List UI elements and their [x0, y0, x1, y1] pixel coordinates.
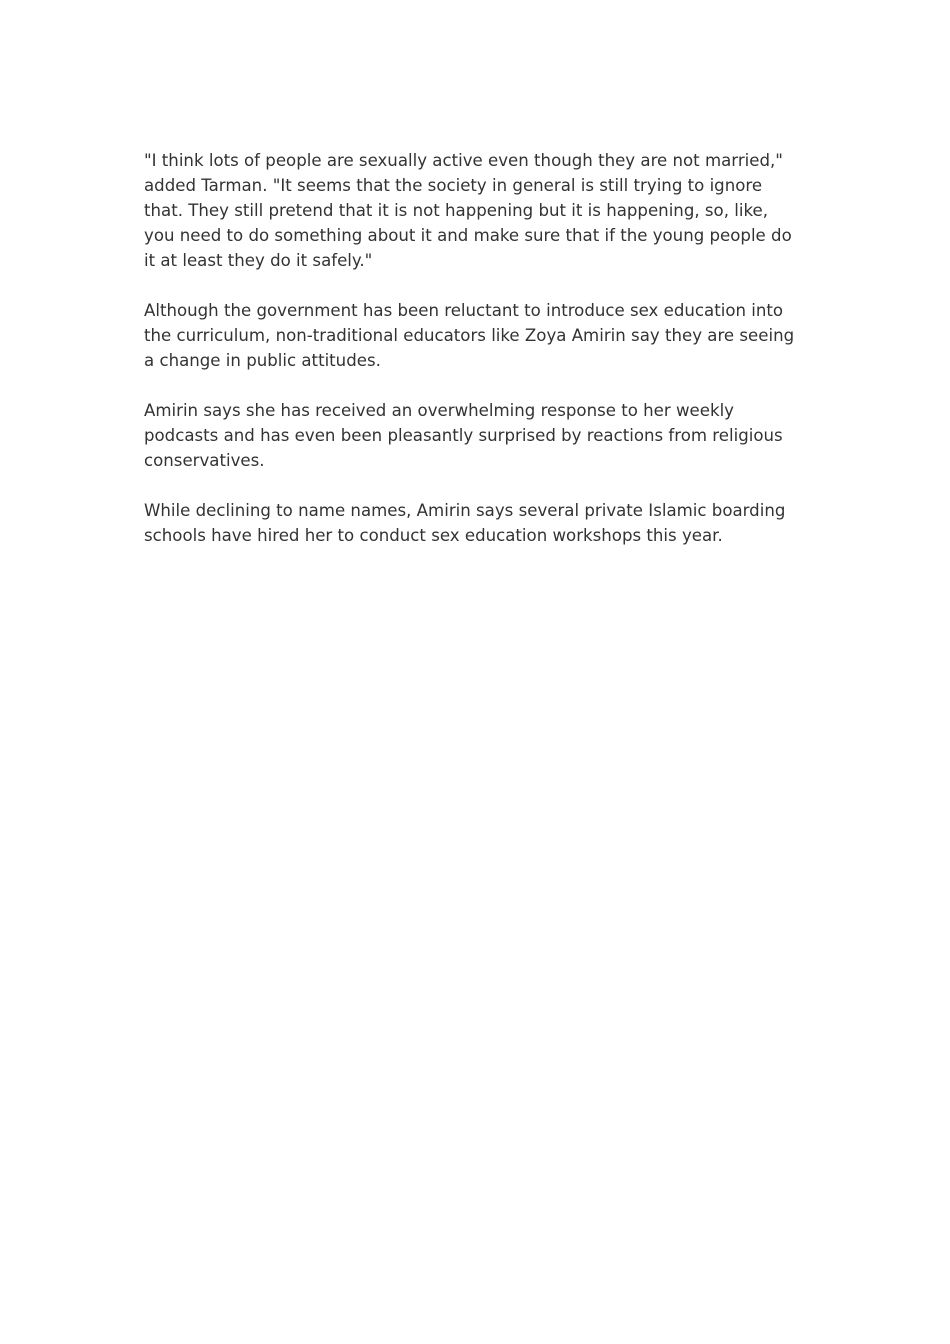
text-line: the curriculum, non-traditional educators like Zoya Amirin say they are seeing [144, 326, 795, 345]
paragraph-boarding-schools [144, 498, 808, 548]
text-line: "I think lots of people are sexually active even though they are not married," [144, 151, 783, 170]
text-line: schools have hired her to conduct sex education workshops this year. [144, 526, 723, 545]
text-line: a change in public attitudes. [144, 351, 381, 370]
article-body [144, 148, 808, 573]
text-line: added Tarman. "It seems that the society in general is still trying to ignore [144, 176, 763, 195]
text-line: podcasts and has even been pleasantly surprised by reactions from religious [144, 426, 783, 445]
text-line: it at least they do it safely." [144, 251, 373, 270]
text-line: Although the government has been reluctant to introduce sex education into [144, 301, 784, 320]
text-line: you need to do something about it and make sure that if the young people do [144, 226, 792, 245]
text-line: conservatives. [144, 451, 265, 470]
paragraph-amirin-podcasts [144, 398, 808, 473]
text-line: that. They still pretend that it is not happening but it is happening, so, like, [144, 201, 768, 220]
text-line: Amirin says she has received an overwhelming response to her weekly [144, 401, 735, 420]
text-line: While declining to name names, Amirin says several private Islamic boarding [144, 501, 786, 520]
paragraph-government [144, 298, 808, 373]
paragraph-tarman-quote [144, 148, 808, 273]
